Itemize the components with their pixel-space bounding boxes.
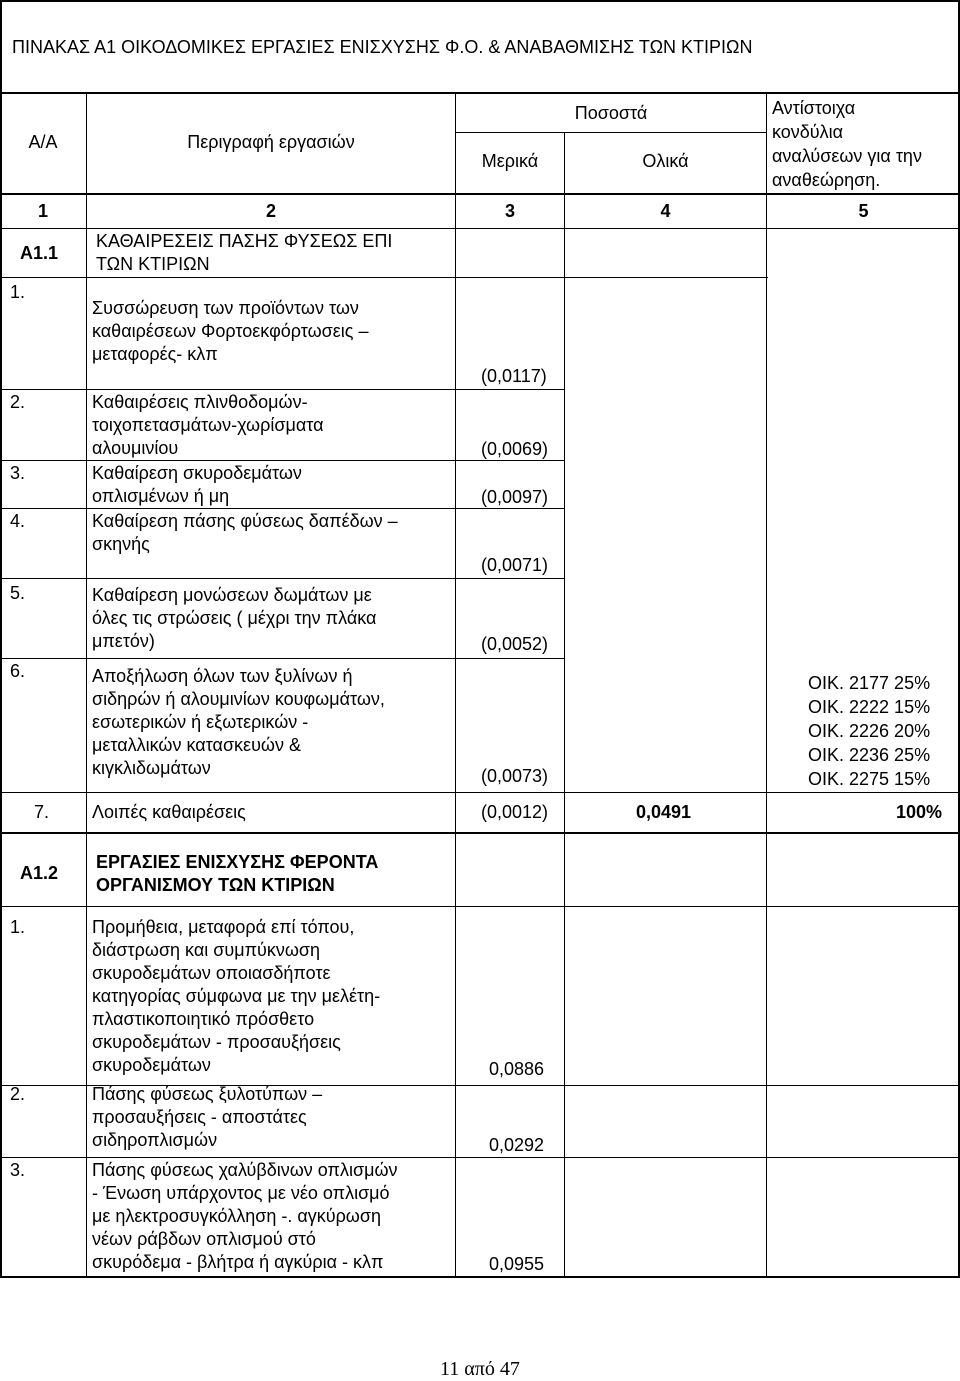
s1-item1-value: (0,0117) (481, 366, 547, 386)
s2-item1-num: 1. (10, 917, 26, 937)
s2-item3-num: 3. (10, 1160, 26, 1180)
row3-bottom (0, 508, 564, 509)
row7-bottom (0, 832, 960, 834)
s2-item2-num: 2. (10, 1084, 26, 1104)
s1-item1-num: 1. (10, 282, 26, 302)
header-bottom (0, 193, 960, 195)
header-total: Ολικά (642, 151, 689, 171)
section1-title-bottom (0, 277, 768, 278)
header-aa: Α/Α (28, 132, 58, 152)
col-number-2: 2 (265, 201, 276, 221)
col-number-5: 5 (858, 201, 869, 221)
col-total-divider (766, 92, 767, 1276)
s2-item3-value: 0,0955 (489, 1254, 545, 1274)
col-number-3: 3 (504, 201, 515, 221)
section1-title: ΚΑΘΑΙΡΕΣΕΙΣ ΠΑΣΗΣ ΦΥΣΕΩΣ ΕΠΙ ΤΩΝ ΚΤΙΡΙΩΝ (96, 231, 393, 274)
row4-bottom (0, 578, 564, 579)
s1-item5-value: (0,0052) (481, 634, 549, 654)
frame-top (0, 0, 960, 2)
s1-item6-value: (0,0073) (481, 766, 549, 786)
row5-bottom (0, 658, 564, 659)
s2-item2-desc: Πάσης φύσεως ξυλοτύπων – προσαυξήσεις - αποστάτες σιδηροπλισμών (92, 1084, 323, 1150)
s1-item2-value: (0,0069) (481, 439, 549, 459)
s1-item7-desc: Λοιπές καθαιρέσεις (92, 802, 246, 822)
page-title: ΠΙΝΑΚΑΣ Α1 ΟΙΚΟΔΟΜΙΚΕΣ ΕΡΓΑΣΙΕΣ ΕΝΙΣΧΥΣΗΣ Φ.Ο. & ΑΝΑΒΑΘΜΙΣΗΣ ΤΩΝ ΚΤΙΡΙΩΝ (12, 37, 753, 57)
s1-item6-desc: Αποξήλωση όλων των ξυλίνων ή σιδηρών ή αλουμινίων κουφωμάτων, εσωτερικών ή εξωτερικών - μεταλλικών κατασκευών & κιγκλιδωμάτων (92, 666, 385, 778)
header-correspond: Αντίστοιχα κονδύλια αναλύσεων για την αναθεώρηση. (772, 98, 922, 190)
table-bottom (0, 1276, 960, 1278)
col-number-4: 4 (660, 201, 671, 221)
row2-bottom (0, 460, 564, 461)
numbers-bottom (0, 228, 960, 229)
s2-item2-value: 0,0292 (489, 1135, 545, 1155)
s2-item1-value: 0,0886 (489, 1059, 545, 1079)
col-desc-divider (455, 92, 456, 1276)
s1-item1-desc: Συσσώρευση των προϊόντων των καθαιρέσεων Φορτοεκφόρτωσεις – μεταφορές- κλπ (92, 298, 369, 364)
s1-item3-value: (0,0097) (481, 487, 549, 507)
code-col-divider (86, 228, 87, 1276)
section2-code: Α1.2 (20, 863, 59, 883)
s2-row2-bottom (0, 1157, 960, 1158)
header-partial: Μερικά (481, 151, 539, 171)
page-number: 11 από 47 (440, 1358, 520, 1380)
s1-item5-desc: Καθαίρεση μονώσεων δωμάτων με όλες τις στρώσεις ( μέχρι την πλάκα μπετόν) (92, 585, 377, 651)
row6-bottom (0, 792, 960, 793)
header-percent: Ποσοστά (574, 103, 648, 123)
section1-code: Α1.1 (20, 243, 59, 263)
col-partial-divider (564, 132, 565, 1276)
s1-item2-desc: Καθαιρέσεις πλινθοδομών- τοιχοπετασμάτων-χωρίσματα αλουμινίου (92, 392, 324, 458)
section2-title-bottom (0, 906, 960, 907)
header-description: Περιγραφή εργασιών (187, 132, 355, 152)
s2-item1-desc: Προμήθεια, μεταφορά επί τόπου, διάστρωση και συμπύκνωση σκυροδεμάτων οποιασδήποτε κατηγορίας σύμφωνα με την μελέτη- πλαστικοποιητικό πρόσθετο σκυροδεμάτων - προσαυξήσεις σκυροδεμάτων (92, 917, 381, 1075)
s1-item7-num: 7. (34, 802, 50, 822)
s1-item4-num: 4. (10, 511, 26, 531)
s1-item4-desc: Καθαίρεση πάσης φύσεως δαπέδων – σκηνής (92, 511, 398, 554)
s2-item3-desc: Πάσης φύσεως χαλύβδινων οπλισμών - Ένωση υπάρχοντος με νέο οπλισμό με ηλεκτροσυγκόλληση -. αγκύρωση νέων ράβδων οπλισμού στό σκυρόδεμα - βλήτρα ή αγκύρια - κλπ (92, 1160, 398, 1272)
s1-total-value: 0,0491 (636, 802, 692, 822)
title-bottom (0, 92, 960, 94)
s1-item5-num: 5. (10, 583, 26, 603)
s1-percent-total: 100% (896, 802, 943, 822)
row1-bottom (0, 389, 564, 390)
col-number-1: 1 (37, 201, 48, 221)
s1-item3-desc: Καθαίρεση σκυροδεμάτων οπλισμένων ή μη (92, 463, 302, 506)
s1-oik-list: ΟΙΚ. 2177 25% ΟΙΚ. 2222 15% ΟΙΚ. 2226 20% ΟΙΚ. 2236 25% ΟΙΚ. 2275 15% (808, 673, 931, 789)
section2-title: ΕΡΓΑΣΙΕΣ ΕΝΙΣΧΥΣΗΣ ΦΕΡΟΝΤΑ ΟΡΓΑΝΙΣΜΟΥ ΤΩΝ ΚΤΙΡΙΩΝ (96, 852, 379, 895)
pososta-divider (455, 132, 766, 133)
s1-item2-num: 2. (10, 392, 26, 412)
s1-item4-value: (0,0071) (481, 555, 549, 575)
s1-item7-value: (0,0012) (481, 802, 549, 822)
s1-item3-num: 3. (10, 463, 26, 483)
s1-item6-num: 6. (10, 661, 26, 681)
